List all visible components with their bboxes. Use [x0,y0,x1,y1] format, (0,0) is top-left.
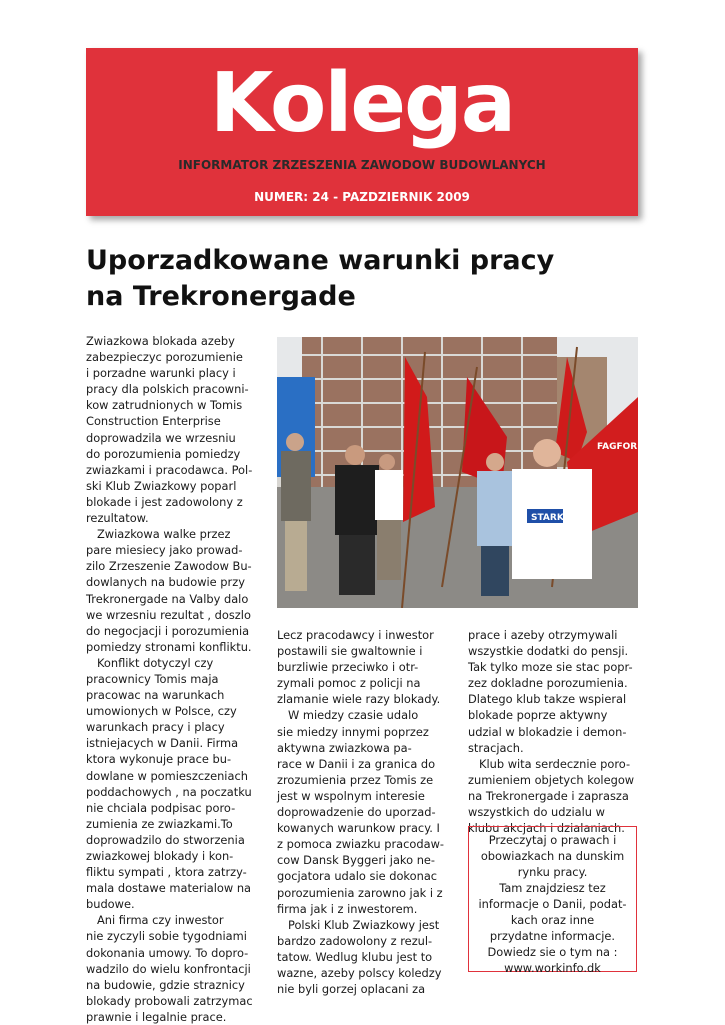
article-headline [86,243,646,315]
paragraph: Lecz pracodawcy i inwestor postawili sie gwaltownie i burzliwie przeciwko i otr- zymali pomoc z policji na zlamanie wiele razy blokady. [277,628,441,707]
headline-line-2: na Trekronergade [86,281,356,312]
info-box-text: Przeczytaj o prawach i obowiazkach na dunskim rynku pracy. Tam znajdziesz tez informacje o Danii, podat- kach oraz inne przydatne informacje. Dowiedz sie o tym na : www.workinfo.dk [478,833,627,975]
info-box [468,826,637,975]
paragraph: Polski Klub Zwiazkowy jest bardzo zadowolony z rezul- tatow. Wedlug klubu jest to wazne, azeby polscy koledzy nie byli gorzej oplacani za [277,917,442,997]
paragraph: Ani firma czy inwestor nie zyczyli sobie tygodniami dokonania umowy. To dopro- wadzilo do wielu konfrontacji na budowie, gdzie straznicy blokady probowali zatrzymac prawnie i legalnie prace. [86,913,253,1024]
paragraph: Klub wita serdecznie poro- zumieniem objetych kolegow na Trekronergade i zaprasza wszystkich do udzialu w klubu akcjach i dzialaniach. [468,756,635,836]
masthead-banner [86,48,638,216]
article-column-1 [86,333,261,1025]
article-column-3 [468,627,643,836]
headline-line-1: Uporzadkowane warunki pracy [86,245,555,276]
masthead-title: Kolega [209,56,515,151]
issue-number: NUMER: 24 - PAZDZIERNIK 2009 [254,190,470,204]
masthead-subtitle: INFORMATOR ZRZESZENIA ZAWODOW BUDOWLANYCH [178,158,546,172]
shirt-text: STARK [531,513,564,523]
paragraph: Konflikt dotyczyl czy pracownicy Tomis maja pracowac na warunkach umowionych w Polsce, czy warunkach pracy i placy istniejacych w Danii. Firma ktora wykonuje prace bu- dowlane w pomieszczeniach poddachowych , na poczatku nie chciala podpisac poro- zumienia ze zwiazkami.To doprowadzilo do stworzenia zwiazkowej blokady i kon- fliktu sympati , ktora zatrzy- mala dostawe materialow na budowe. [86,655,252,912]
flag-text: FAGFOR [597,442,638,452]
protest-photo-illustration [277,337,638,608]
paragraph: W miedzy czasie udalo sie miedzy innymi poprzez aktywna zwiazkowa pa- race w Danii i za granica do zrozumienia przez Tomis ze jest w wspolnym interesie doprowadzenie do uporzad- kowanych warunkow pracy. I z pomoca zwiazku pracodaw- cow Dansk Byggeri jako ne- gocjatora udalo sie dokonac porozumienia zarowno jak i z firma jak i z inwestorem. [277,708,444,916]
article-column-2 [277,627,452,997]
article-photo [277,337,638,608]
paragraph: Zwiazkowa blokada azeby zabezpieczyc porozumienie i porzadne warunki placy i pracy dla polskich pracowni- kow zatrudnionych w Tomis Construction Enterprise doprowadzila we wrzesniu do porozumienia pomiedzy zwiazkami i pracodawca. Pol- ski Klub Zwiazkowy poparl blokade i jest zadowolony z rezultatow. [86,334,253,526]
paragraph: prace i azeby otrzymywali wszystkie dodatki do pensji. Tak tylko moze sie stac popr- zez dokladne porozumienia. Dlatego klub takze wspieral blokade poprze aktywny udzial w blokadzie i demon- stracjach. [468,628,633,755]
paragraph: Zwiazkowa walke przez pare miesiecy jako prowad- zilo Zrzeszenie Zawodow Bu- dowlanych na budowie przy Trekronergade na Valby dalo we wrzesniu rezultat , doszlo do negocjacji i porozumienia pomiedzy stronami konfliktu. [86,527,252,654]
